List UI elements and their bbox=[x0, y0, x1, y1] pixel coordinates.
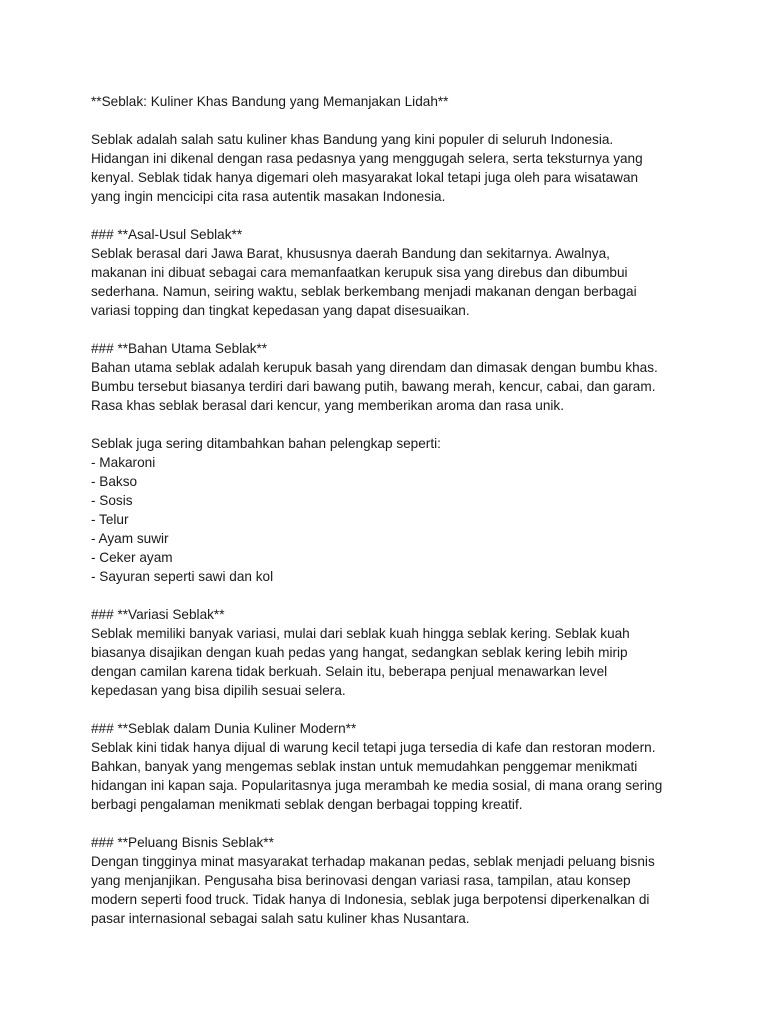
list-item: - Ayam suwir bbox=[91, 531, 169, 546]
list-item: - Bakso bbox=[91, 474, 138, 489]
list-item: - Telur bbox=[91, 512, 129, 527]
list-item: - Ceker ayam bbox=[91, 550, 173, 565]
paragraph-line: sederhana. Namun, seiring waktu, seblak berkembang menjadi makanan dengan berbagai bbox=[91, 284, 637, 299]
list-item: - Sayuran seperti sawi dan kol bbox=[91, 569, 274, 584]
list-intro: Seblak juga sering ditambahkan bahan pelengkap seperti: bbox=[91, 436, 441, 451]
section-heading: ### **Asal-Usul Seblak** bbox=[91, 227, 243, 242]
paragraph-line: biasanya disajikan dengan kuah pedas yang hangat, sedangkan seblak kering lebih mirip bbox=[91, 645, 628, 660]
spacer bbox=[91, 111, 691, 130]
paragraph-line: modern seperti food truck. Tidak hanya di Indonesia, seblak juga berpotensi diperkenalkan di bbox=[91, 892, 650, 907]
section-variasi bbox=[91, 605, 691, 700]
document-page bbox=[91, 92, 691, 928]
list-item: - Makaroni bbox=[91, 455, 156, 470]
spacer bbox=[91, 814, 691, 833]
paragraph-line: Bahan utama seblak adalah kerupuk basah yang direndam dan dimasak dengan bumbu khas. bbox=[91, 360, 658, 375]
paragraph-line: kenyal. Seblak tidak hanya digemari oleh masyarakat lokal tetapi juga oleh para wisatawan bbox=[91, 170, 639, 185]
paragraph-line: Bahkan, banyak yang mengemas seblak instan untuk memudahkan penggemar menikmati bbox=[91, 759, 638, 774]
spacer bbox=[91, 586, 691, 605]
paragraph-line: yang ingin mencicipi cita rasa autentik masakan Indonesia. bbox=[91, 189, 446, 204]
paragraph-line: dengan camilan karena tidak berkuah. Selain itu, beberapa penjual menawarkan level bbox=[91, 664, 608, 679]
paragraph-line: pasar internasional sebagai salah satu kuliner khas Nusantara. bbox=[91, 911, 470, 926]
section-bahan-utama bbox=[91, 339, 691, 586]
paragraph-line: hidangan ini kapan saja. Popularitasnya juga merambah ke media sosial, di mana orang sering bbox=[91, 778, 663, 793]
section-heading: ### **Seblak dalam Dunia Kuliner Modern** bbox=[91, 721, 357, 736]
section-heading: ### **Bahan Utama Seblak** bbox=[91, 341, 268, 356]
spacer bbox=[91, 320, 691, 339]
list-item: - Sosis bbox=[91, 493, 133, 508]
document-title: **Seblak: Kuliner Khas Bandung yang Memanjakan Lidah** bbox=[91, 94, 449, 109]
section-modern bbox=[91, 719, 691, 814]
paragraph-line: berbagi pengalaman menikmati seblak dengan berbagai topping kreatif. bbox=[91, 797, 523, 812]
section-heading: ### **Variasi Seblak** bbox=[91, 607, 225, 622]
paragraph-line: yang menjanjikan. Pengusaha bisa berinovasi dengan variasi rasa, tampilan, atau konsep bbox=[91, 873, 631, 888]
paragraph-line: Bumbu tersebut biasanya terdiri dari bawang putih, bawang merah, kencur, cabai, dan garam. bbox=[91, 379, 656, 394]
paragraph-line: Seblak memiliki banyak variasi, mulai dari seblak kuah hingga seblak kering. Seblak kuah bbox=[91, 626, 630, 641]
paragraph-line: Seblak berasal dari Jawa Barat, khususnya daerah Bandung dan sekitarnya. Awalnya, bbox=[91, 246, 610, 261]
paragraph-line: Seblak kini tidak hanya dijual di warung kecil tetapi juga tersedia di kafe dan restoran modern. bbox=[91, 740, 656, 755]
spacer bbox=[91, 415, 691, 434]
spacer bbox=[91, 700, 691, 719]
paragraph-line: variasi topping dan tingkat kepedasan yang dapat disesuaikan. bbox=[91, 303, 470, 318]
section-heading: ### **Peluang Bisnis Seblak** bbox=[91, 835, 274, 850]
paragraph-line: Dengan tingginya minat masyarakat terhadap makanan pedas, seblak menjadi peluang bisnis bbox=[91, 854, 655, 869]
paragraph-line: Rasa khas seblak berasal dari kencur, yang memberikan aroma dan rasa unik. bbox=[91, 398, 565, 413]
paragraph-line: makanan ini dibuat sebagai cara memanfaatkan kerupuk sisa yang direbus dan dibumbui bbox=[91, 265, 628, 280]
paragraph-line: Hidangan ini dikenal dengan rasa pedasnya yang menggugah selera, serta teksturnya yang bbox=[91, 151, 643, 166]
spacer bbox=[91, 206, 691, 225]
intro-paragraph bbox=[91, 130, 691, 206]
paragraph-line: kepedasan yang bisa dipilih sesuai selera. bbox=[91, 683, 346, 698]
section-bisnis bbox=[91, 833, 691, 928]
section-asal-usul bbox=[91, 225, 691, 320]
ingredient-list bbox=[91, 453, 691, 586]
paragraph-line: Seblak adalah salah satu kuliner khas Bandung yang kini populer di seluruh Indonesia. bbox=[91, 132, 614, 147]
